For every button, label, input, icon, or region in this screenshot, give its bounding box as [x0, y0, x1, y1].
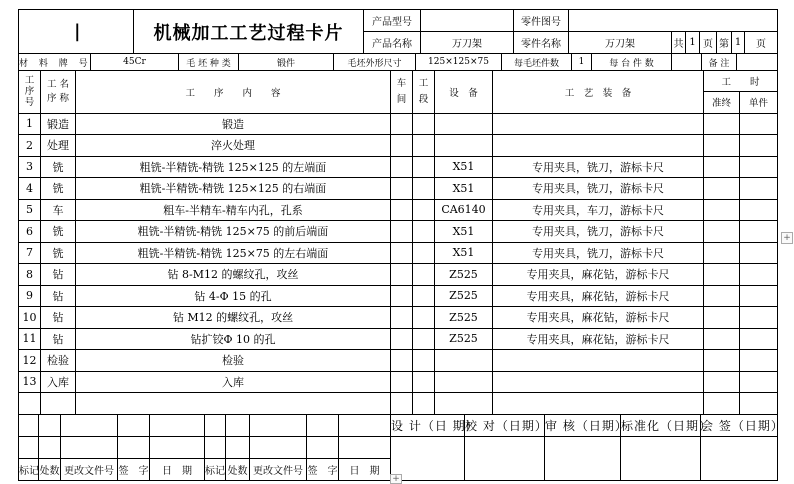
op-section[interactable] — [413, 156, 435, 178]
review-date-label: 审 核（日期） — [545, 414, 621, 436]
col-section-header: 工 段 — [413, 71, 435, 114]
op-section[interactable] — [413, 285, 435, 307]
op-name[interactable]: 铣 — [41, 242, 76, 264]
op-equipment[interactable] — [435, 350, 493, 372]
standardize-date-label: 标准化（日期） — [621, 414, 701, 436]
process-card — [18, 9, 784, 477]
material-row — [18, 53, 778, 71]
op-name[interactable]: 钻 — [41, 264, 76, 286]
empty-cell[interactable] — [413, 393, 435, 415]
op-unit-time[interactable] — [740, 350, 778, 372]
empty-cell[interactable] — [740, 393, 778, 415]
op-section[interactable] — [413, 199, 435, 221]
op-name[interactable]: 车 — [41, 199, 76, 221]
op-name[interactable]: 锻造 — [41, 113, 76, 135]
op-tooling[interactable]: 专用夹具，车刀，游标卡尺 — [493, 199, 704, 221]
op-workshop[interactable] — [391, 371, 413, 393]
table-row — [19, 135, 778, 157]
empty-cell[interactable] — [41, 393, 76, 415]
card-footer — [18, 414, 784, 481]
empty-cell[interactable] — [19, 393, 41, 415]
op-tooling[interactable] — [493, 135, 704, 157]
op-unit-time[interactable] — [740, 199, 778, 221]
op-section[interactable] — [413, 113, 435, 135]
op-prep-time[interactable] — [704, 328, 740, 350]
op-prep-time[interactable] — [704, 285, 740, 307]
op-prep-time[interactable] — [704, 242, 740, 264]
empty-cell[interactable] — [493, 393, 704, 415]
op-workshop[interactable] — [391, 178, 413, 200]
blank-size-label: 毛坯外形尺寸 — [334, 54, 416, 71]
op-equipment[interactable]: Z525 — [435, 264, 493, 286]
op-no[interactable]: 2 — [19, 135, 41, 157]
op-unit-time[interactable] — [740, 242, 778, 264]
page-unit-2: 页 — [745, 32, 778, 54]
op-tooling[interactable]: 专用夹具，铣刀，游标卡尺 — [493, 242, 704, 264]
table-row — [19, 199, 778, 221]
op-tooling[interactable] — [493, 371, 704, 393]
col-opname-header: 工 名 序 称 — [41, 71, 76, 114]
rev-doc-label-2: 更改文件号 — [250, 458, 307, 480]
table-row — [19, 264, 778, 286]
op-section[interactable] — [413, 221, 435, 243]
op-workshop[interactable] — [391, 242, 413, 264]
op-tooling[interactable]: 专用夹具，麻花钻，游标卡尺 — [493, 264, 704, 286]
table-row-empty — [19, 393, 778, 415]
table-row — [19, 113, 778, 135]
material-grade-label: 材 料 牌 号 — [19, 54, 91, 71]
op-name[interactable]: 入库 — [41, 371, 76, 393]
op-section[interactable] — [413, 178, 435, 200]
table-row — [19, 156, 778, 178]
op-unit-time[interactable] — [740, 156, 778, 178]
remarks-label: 备 注 — [702, 54, 737, 71]
op-no[interactable]: 3 — [19, 156, 41, 178]
op-equipment[interactable] — [435, 113, 493, 135]
op-name[interactable]: 检验 — [41, 350, 76, 372]
op-workshop[interactable] — [391, 113, 413, 135]
parts-per-unit-label: 每 台 件 数 — [592, 54, 672, 71]
rev-mark-label: 标记 — [19, 458, 39, 480]
col-equipment-header: 设 备 — [435, 71, 493, 114]
col-prep-time-header: 准终 — [704, 92, 740, 114]
op-equipment[interactable] — [435, 371, 493, 393]
op-name[interactable]: 铣 — [41, 221, 76, 243]
op-workshop[interactable] — [391, 264, 413, 286]
parts-per-unit-value[interactable] — [672, 54, 702, 71]
op-no[interactable]: 7 — [19, 242, 41, 264]
op-equipment[interactable]: X51 — [435, 242, 493, 264]
op-name[interactable]: 处理 — [41, 135, 76, 157]
review-sign-cell[interactable] — [545, 436, 621, 480]
op-equipment[interactable]: Z525 — [435, 328, 493, 350]
op-unit-time[interactable] — [740, 307, 778, 329]
op-content[interactable]: 检验 — [76, 350, 391, 372]
op-content[interactable]: 钻 4-Φ 15 的孔 — [76, 285, 391, 307]
table-row — [19, 371, 778, 393]
op-prep-time[interactable] — [704, 264, 740, 286]
rev-count-label-2: 处数 — [226, 458, 250, 480]
card-title: 机械加工工艺过程卡片 — [134, 10, 364, 54]
rev-mark-label-2: 标记 — [205, 458, 226, 480]
col-tooling-header: 工 艺 装 备 — [493, 71, 704, 114]
op-unit-time[interactable] — [740, 328, 778, 350]
countersign-date-label: 会 签（日期） — [701, 414, 778, 436]
part-name-label: 零件名称 — [514, 32, 569, 54]
op-no[interactable]: 6 — [19, 221, 41, 243]
product-model-label: 产品型号 — [364, 10, 421, 32]
op-no[interactable]: 13 — [19, 371, 41, 393]
op-no[interactable]: 11 — [19, 328, 41, 350]
op-prep-time[interactable] — [704, 156, 740, 178]
standardize-sign-cell[interactable] — [621, 436, 701, 480]
col-unit-time-header: 单件 — [740, 92, 778, 114]
col-content-header: 工 序 内 容 — [76, 71, 391, 114]
table-row — [19, 285, 778, 307]
op-no[interactable]: 10 — [19, 307, 41, 329]
op-prep-time[interactable] — [704, 350, 740, 372]
blank-type-label: 毛 坯 种 类 — [179, 54, 239, 71]
rev-sign-label-2: 签 字 — [307, 458, 339, 480]
op-content[interactable]: 粗车-半精车-精车内孔，孔系 — [76, 199, 391, 221]
blank-type-value[interactable]: 锻件 — [239, 54, 334, 71]
part-drawing-no-value[interactable] — [569, 10, 778, 32]
op-no[interactable]: 12 — [19, 350, 41, 372]
op-tooling[interactable] — [493, 350, 704, 372]
table-row — [19, 242, 778, 264]
op-prep-time[interactable] — [704, 221, 740, 243]
part-drawing-no-label: 零件图号 — [514, 10, 569, 32]
op-workshop[interactable] — [391, 328, 413, 350]
op-section[interactable] — [413, 264, 435, 286]
total-pages-value[interactable]: 1 — [686, 32, 700, 54]
op-content[interactable]: 粗铣-半精铣-精铣 125×75 的前后端面 — [76, 221, 391, 243]
product-name-value[interactable]: 万刀架 — [421, 32, 514, 54]
rev-date-label: 日 期 — [150, 458, 205, 480]
parts-per-blank-value[interactable]: 1 — [572, 54, 592, 71]
col-seq-header: 工 序 号 — [19, 71, 41, 114]
rev-date-label-2: 日 期 — [339, 458, 391, 480]
product-name-label: 产品名称 — [364, 32, 421, 54]
op-equipment[interactable]: CA6140 — [435, 199, 493, 221]
op-no[interactable]: 4 — [19, 178, 41, 200]
op-workshop[interactable] — [391, 221, 413, 243]
op-name[interactable]: 钻 — [41, 328, 76, 350]
op-unit-time[interactable] — [740, 113, 778, 135]
table-row — [19, 328, 778, 350]
op-prep-time[interactable] — [704, 371, 740, 393]
op-equipment[interactable] — [435, 135, 493, 157]
op-tooling[interactable]: 专用夹具，麻花钻，游标卡尺 — [493, 285, 704, 307]
add-column-handle[interactable]: + — [781, 232, 793, 244]
op-name[interactable]: 铣 — [41, 178, 76, 200]
op-name[interactable]: 钻 — [41, 285, 76, 307]
op-content[interactable]: 钻 M12 的螺纹孔，攻丝 — [76, 307, 391, 329]
op-unit-time[interactable] — [740, 264, 778, 286]
op-equipment[interactable]: Z525 — [435, 307, 493, 329]
op-workshop[interactable] — [391, 135, 413, 157]
col-time-header: 工 时 — [704, 71, 778, 92]
op-content[interactable]: 钻 8-M12 的螺纹孔，攻丝 — [76, 264, 391, 286]
design-date-label: 设 计（日 期） — [391, 414, 465, 436]
card-header — [18, 9, 778, 54]
rev-sign-label: 签 字 — [118, 458, 150, 480]
proofread-date-label: 校 对（日期） — [465, 414, 545, 436]
op-unit-time[interactable] — [740, 221, 778, 243]
op-content[interactable]: 粗铣-半精铣-精铣 125×75 的左右端面 — [76, 242, 391, 264]
table-row — [19, 178, 778, 200]
op-section[interactable] — [413, 307, 435, 329]
add-row-handle[interactable]: + — [390, 474, 402, 484]
op-prep-time[interactable] — [704, 135, 740, 157]
table-row — [19, 350, 778, 372]
current-page-value[interactable]: 1 — [732, 32, 745, 54]
blank-size-value[interactable]: 125×125×75 — [416, 54, 502, 71]
empty-cell[interactable] — [704, 393, 740, 415]
op-no[interactable]: 9 — [19, 285, 41, 307]
parts-per-blank-label: 每毛坯件数 — [502, 54, 572, 71]
empty-cell[interactable] — [435, 393, 493, 415]
op-equipment[interactable]: X51 — [435, 221, 493, 243]
operations-table — [18, 70, 778, 415]
op-prep-time[interactable] — [704, 113, 740, 135]
op-section[interactable] — [413, 242, 435, 264]
op-unit-time[interactable] — [740, 178, 778, 200]
current-page-label: 第 — [717, 32, 732, 54]
col-workshop-header: 车 间 — [391, 71, 413, 114]
op-equipment[interactable]: Z525 — [435, 285, 493, 307]
op-prep-time[interactable] — [704, 178, 740, 200]
countersign-sign-cell[interactable] — [701, 436, 778, 480]
remarks-value[interactable] — [737, 54, 778, 71]
op-workshop[interactable] — [391, 156, 413, 178]
op-unit-time[interactable] — [740, 371, 778, 393]
op-unit-time[interactable] — [740, 135, 778, 157]
op-tooling[interactable]: 专用夹具，麻花钻，游标卡尺 — [493, 328, 704, 350]
rev-count-label: 处数 — [39, 458, 61, 480]
op-section[interactable] — [413, 371, 435, 393]
op-equipment[interactable]: X51 — [435, 178, 493, 200]
op-name[interactable]: 铣 — [41, 156, 76, 178]
op-unit-time[interactable] — [740, 285, 778, 307]
total-pages-label: 共 — [672, 32, 686, 54]
material-grade-value[interactable]: 45Cr — [91, 54, 179, 71]
op-section[interactable] — [413, 350, 435, 372]
logo-mark: | — [19, 10, 134, 54]
op-section[interactable] — [413, 135, 435, 157]
op-tooling[interactable]: 专用夹具，铣刀，游标卡尺 — [493, 221, 704, 243]
op-content[interactable]: 钻扩铰Φ 10 的孔 — [76, 328, 391, 350]
op-prep-time[interactable] — [704, 307, 740, 329]
product-model-value[interactable] — [421, 10, 514, 32]
op-tooling[interactable] — [493, 113, 704, 135]
op-tooling[interactable]: 专用夹具，铣刀，游标卡尺 — [493, 156, 704, 178]
op-content[interactable]: 淬火处理 — [76, 135, 391, 157]
op-workshop[interactable] — [391, 350, 413, 372]
page-unit: 页 — [700, 32, 717, 54]
op-tooling[interactable]: 专用夹具，铣刀，游标卡尺 — [493, 178, 704, 200]
empty-cell[interactable] — [76, 393, 391, 415]
op-section[interactable] — [413, 328, 435, 350]
part-name-value[interactable]: 万刀架 — [569, 32, 672, 54]
proofread-sign-cell[interactable] — [465, 436, 545, 480]
op-tooling[interactable]: 专用夹具，麻花钻，游标卡尺 — [493, 307, 704, 329]
op-prep-time[interactable] — [704, 199, 740, 221]
op-no[interactable]: 5 — [19, 199, 41, 221]
table-row — [19, 221, 778, 243]
op-content[interactable]: 粗铣-半精铣-精铣 125×125 的左端面 — [76, 156, 391, 178]
rev-doc-label: 更改文件号 — [61, 458, 118, 480]
op-workshop[interactable] — [391, 307, 413, 329]
op-name[interactable]: 钻 — [41, 307, 76, 329]
empty-cell[interactable] — [391, 393, 413, 415]
op-no[interactable]: 1 — [19, 113, 41, 135]
op-content[interactable]: 粗铣-半精铣-精铣 125×125 的右端面 — [76, 178, 391, 200]
op-content[interactable]: 入库 — [76, 371, 391, 393]
op-content[interactable]: 锻造 — [76, 113, 391, 135]
op-equipment[interactable]: X51 — [435, 156, 493, 178]
op-no[interactable]: 8 — [19, 264, 41, 286]
op-workshop[interactable] — [391, 285, 413, 307]
op-workshop[interactable] — [391, 199, 413, 221]
table-row — [19, 307, 778, 329]
